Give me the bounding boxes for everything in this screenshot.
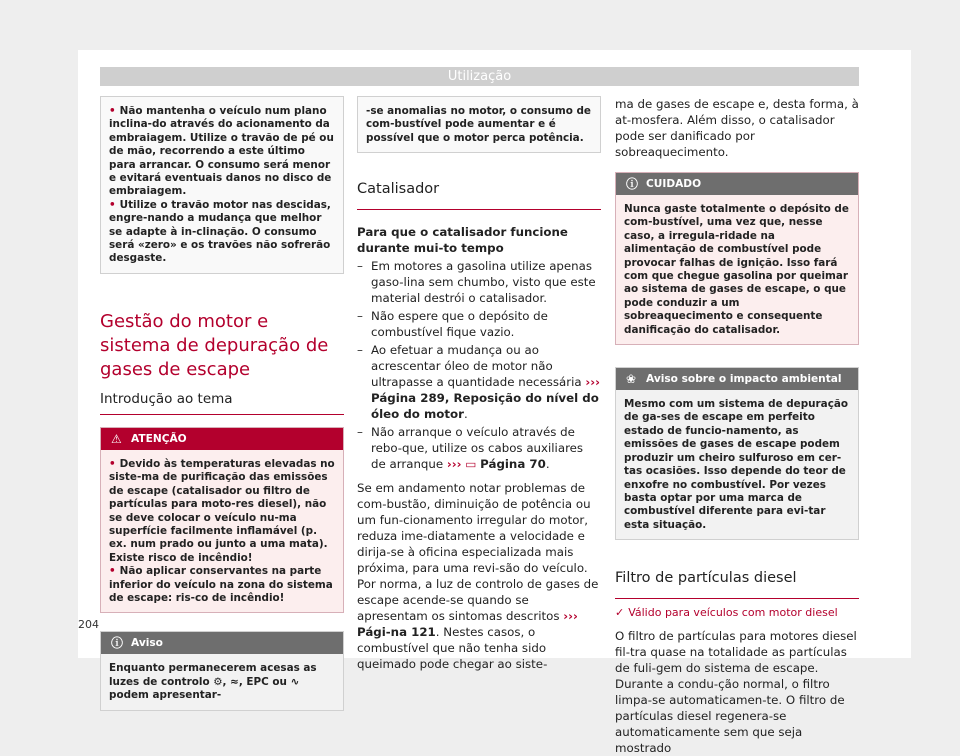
engine-warning-icon: ⚙ [213,675,223,688]
environment-label: Aviso sobre o impacto ambiental [646,373,842,386]
list-item: – Não arranque o veículo através de rebo-que, utilize os cabos auxiliares de arranque ››› ▭ Página 70. [357,425,584,472]
reference-arrow-icon: ››› [585,375,600,390]
notice-box [100,631,344,710]
notice-label: Aviso [131,637,163,650]
environment-box [615,367,859,540]
warning-item: • Devido às temperaturas elevadas no siste-ma de purificação das emissões de escape (catalisador ou filtro de partículas para moto-res diesel), não se deve colocar o veículo nu-ma superfície facilmente inflamável (p. ex. num prado ou junto a uma mata). Existe risco de incêndio! [109,458,335,565]
page-number: 204 [78,618,99,631]
column-3 [615,96,859,756]
section-heading [100,310,344,415]
notice-or: ou [272,675,287,688]
warning-item: • Não aplicar conservantes na parte inferior do veículo na zona do sistema de escape: ris-co de incêndio! [109,565,335,605]
info-icon: ⓘ [111,636,124,651]
lead-text: Para que o catalisador funcione durante mui-to tempo [357,225,568,256]
check-icon: ✓ [615,606,625,620]
tip-item: • Não mantenha o veículo num plano inclina-do através do acionamento da embraiagem. Utilize o travão de pé ou de mão, recorrendo a este último para arrancar. O consumo será menor e evitará eventuais danos no disco de embraiagem. [109,105,335,199]
paragraph: Se em andamento notar problemas de com-bustão, diminuição de potência ou um fun-cionamento irregular do motor, reduza ime-diatamente a velocidade e dirija-se à oficina especializada mais próxima, para uma revi-são do veículo. Por norma, a luz de controlo de gases de escape acende-se quando se apresentam os sintomas descritos ››› Pági-na 121. Nestes casos, o combustível que não tenha sido queimado pode chegar ao siste- [357,481,599,672]
list-item: – Em motores a gasolina utilize apenas gaso-lina sem chumbo, visto que este material destrói o catalisador. [357,259,596,306]
glow-plug-icon: ∿ [290,675,300,688]
page-reference-link[interactable]: Página 70 [480,457,546,472]
continued-box [357,96,601,153]
paragraph: O filtro de partículas para motores diesel fil-tra quase na totalidade as partículas de fuli-gem do sistema de escape. Durante a condu-ção normal, o filtro limpa-se automaticamen-te. O filtro de partículas diesel regenera-se automaticamente sem que seja mostrado [615,629,857,756]
list-item: – Ao efetuar a mudança ou ao acrescentar óleo de motor não ultrapasse a quantidade necessária ››› Página 289, Reposição do nível do óleo do motor. [357,343,600,422]
environment-icon: ❀ [626,372,637,387]
notice-header [101,632,343,654]
column-1 [100,96,344,711]
validity-note: ✓ Válido para veículos com motor diesel [615,606,838,620]
page-reference-link[interactable]: Página 289, Reposição do nível do óleo do motor [371,391,599,422]
caution-icon: ⓘ [626,177,639,191]
book-icon: ▭ [465,457,477,472]
notice-text-start: Enquanto permanecerem acesas as luzes de controlo [109,662,317,688]
section-title-catalisador: Catalisador [357,177,601,210]
exhaust-icon: ≈ [230,675,239,688]
page-reference-link[interactable]: Pági-na 121 [357,625,436,640]
notice-sep: , [238,675,243,688]
chapter-header: Utilização [100,67,859,86]
caution-box [615,172,859,345]
column-2 [357,96,601,672]
warning-label: ATENÇÃO [131,432,187,445]
caution-text: Nunca gaste totalmente o depósito de com-bustível, uma vez que, nesse caso, a irregula-ridade na alimentação de combustível pode provocar falhas de ignição. Isso fará com que chegue gasolina por queimar ao sistema de gases de escape, o que pode conduzir a um sobreaquecimento e consequente danificação do catalisador. [624,203,849,336]
epc-icon: EPC [246,675,269,688]
environment-header [616,368,858,390]
paragraph: ma de gases de escape e, desta forma, à at-mosfera. Além disso, o catalisador pode ser danificado por sobreaquecimento. [615,97,859,159]
warning-header [101,428,343,450]
section-title: Gestão do motor e sistema de depuração de gases de escape [100,310,329,380]
list-item: – Não espere que o depósito de combustível fique vazio. [357,309,548,340]
continued-text: -se anomalias no motor, o consumo de com-bustível pode aumentar e é possível que o motor perca potência. [366,105,591,144]
notice-sep: , [222,675,227,688]
tips-box [100,96,344,274]
reference-arrow-icon: ››› [446,457,462,472]
warning-box [100,427,344,613]
caution-label: CUIDADO [646,178,702,190]
warning-icon: ⚠ [111,431,122,446]
environment-text: Mesmo com um sistema de depuração de ga-ses de escape em perfeito estado de funcio-namento, as emissões de gases de escape podem produzir um cheiro sulfuroso em cer-tas ocasiões. Isso depende do teor de enxofre no combustível. Por vezes basta optar por uma marca de combustível diferente para evi-tar esta situação. [624,398,849,531]
subsection-title: Introdução ao tema [100,390,344,415]
reference-arrow-icon: ››› [563,609,578,624]
section-title-filtro: Filtro de partículas diesel [615,566,859,599]
caution-header [616,173,858,195]
tip-item: • Utilize o travão motor nas descidas, engre-nando a mudança que melhor se adapte à in-clinação. O consumo será «zero» e os travões não sofrerão desgaste. [109,199,335,266]
notice-text-end: podem apresentar- [109,689,222,702]
